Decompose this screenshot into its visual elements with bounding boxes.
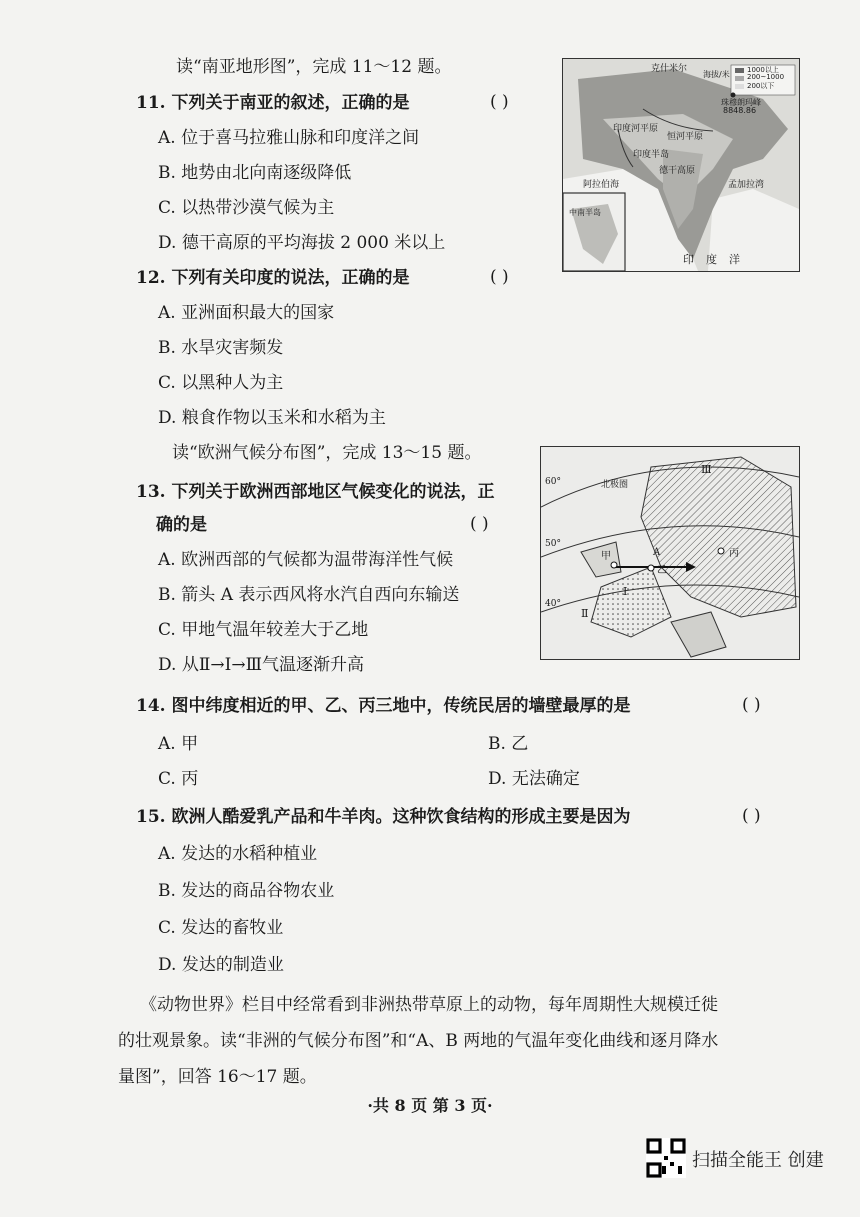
question-11-option-d[interactable]: D. 德干高原的平均海拔 2 000 米以上 bbox=[158, 233, 446, 253]
map-label-bay-of-bengal: 孟加拉湾 bbox=[728, 180, 765, 190]
map-legend-low: 200以下 bbox=[747, 82, 775, 90]
question-15-answer-blank[interactable]: ( ) bbox=[742, 806, 761, 826]
qr-code-icon bbox=[646, 1138, 686, 1178]
question-14-option-b[interactable]: B. 乙 bbox=[488, 734, 529, 754]
map-label-yi: 乙 bbox=[657, 565, 667, 576]
question-12-stem: 12. 下列有关印度的说法，正确的是 bbox=[136, 268, 410, 288]
page-number-footer: ·共 8 页 第 3 页· bbox=[367, 1096, 493, 1115]
question-13-answer-blank[interactable]: ( ) bbox=[470, 514, 489, 534]
intro-europe: 读“欧洲气候分布图”，完成 13～15 题。 bbox=[172, 443, 482, 463]
question-11-option-b[interactable]: B. 地势由北向南逐级降低 bbox=[158, 163, 352, 183]
map-label-arabian-sea: 阿拉伯海 bbox=[583, 180, 620, 190]
question-13-stem-line1: 13. 下列关于欧洲西部地区气候变化的说法，正 bbox=[136, 482, 495, 502]
question-12-option-b[interactable]: B. 水旱灾害频发 bbox=[158, 338, 284, 358]
map-label-arrow-a: A bbox=[653, 547, 661, 558]
passage-line-2: 的壮观景象。读“非洲的气候分布图”和“A、B 两地的气温年变化曲线和逐月降水 bbox=[118, 1031, 719, 1051]
question-12-option-a[interactable]: A. 亚洲面积最大的国家 bbox=[158, 303, 335, 323]
map-label-indian-peninsula: 印度半岛 bbox=[633, 150, 670, 160]
map-label-kashmir: 克什米尔 bbox=[651, 64, 688, 74]
map-legend-title: 海拔/米 bbox=[703, 70, 730, 79]
map-label-jia: 甲 bbox=[601, 551, 611, 562]
question-12-answer-blank[interactable]: ( ) bbox=[490, 267, 509, 287]
map-label-lat-50: 50° bbox=[545, 539, 561, 549]
map-legend-mid: 200~1000 bbox=[747, 73, 785, 81]
question-14-option-d[interactable]: D. 无法确定 bbox=[488, 769, 580, 789]
south-asia-terrain-map bbox=[562, 58, 800, 272]
map-legend-high: 1000以上 bbox=[747, 66, 779, 74]
passage-line-3: 量图”，回答 16～17 题。 bbox=[118, 1067, 317, 1087]
map-label-zone-1: Ⅰ bbox=[623, 585, 628, 598]
question-15-stem: 15. 欧洲人酷爱乳产品和牛羊肉。这种饮食结构的形成主要是因为 bbox=[136, 807, 631, 827]
question-14-option-a[interactable]: A. 甲 bbox=[158, 734, 199, 754]
question-15-option-b[interactable]: B. 发达的商品谷物农业 bbox=[158, 881, 335, 901]
question-14-answer-blank[interactable]: ( ) bbox=[742, 695, 761, 715]
question-12-option-d[interactable]: D. 粮食作物以玉米和水稻为主 bbox=[158, 408, 386, 428]
map-label-zone-3: Ⅲ bbox=[701, 463, 712, 476]
europe-map-graphic bbox=[541, 447, 799, 659]
question-11-option-a[interactable]: A. 位于喜马拉雅山脉和印度洋之间 bbox=[158, 128, 420, 148]
question-14-option-c[interactable]: C. 丙 bbox=[158, 769, 199, 789]
map-inset-label: 中南半岛 bbox=[569, 208, 601, 217]
map-label-lat-60: 60° bbox=[545, 477, 561, 487]
map-label-zone-2: Ⅱ bbox=[581, 607, 589, 620]
map-label-everest: 珠穆朗玛峰 bbox=[721, 98, 761, 107]
map-label-arctic-circle: 北极圈 bbox=[601, 480, 629, 490]
question-13-option-d[interactable]: D. 从Ⅱ→Ⅰ→Ⅲ气温逐渐升高 bbox=[158, 655, 364, 675]
scanner-brand-watermark: 扫描全能王 创建 bbox=[692, 1150, 824, 1171]
europe-climate-map bbox=[540, 446, 800, 660]
question-11-answer-blank[interactable]: ( ) bbox=[490, 92, 509, 112]
map-label-ganges-plain: 恒河平原 bbox=[667, 132, 704, 142]
intro-south-asia: 读“南亚地形图”，完成 11～12 题。 bbox=[176, 57, 452, 77]
question-12-option-c[interactable]: C. 以黑种人为主 bbox=[158, 373, 284, 393]
question-13-option-b[interactable]: B. 箭头 A 表示西风将水汽自西向东输送 bbox=[158, 585, 460, 605]
passage-line-1: 《动物世界》栏目中经常看到非洲热带草原上的动物，每年周期性大规模迁徙 bbox=[140, 995, 718, 1015]
question-13-stem-line2: 确的是 bbox=[156, 515, 207, 535]
question-11-stem: 11. 下列关于南亚的叙述，正确的是 bbox=[136, 93, 410, 113]
map-label-deccan: 德干高原 bbox=[659, 166, 696, 176]
question-15-option-c[interactable]: C. 发达的畜牧业 bbox=[158, 918, 284, 938]
map-label-everest-height: 8848.86 bbox=[723, 106, 757, 115]
map-label-indian-ocean: 印度洋 bbox=[683, 253, 752, 266]
question-15-option-d[interactable]: D. 发达的制造业 bbox=[158, 955, 284, 975]
question-11-option-c[interactable]: C. 以热带沙漠气候为主 bbox=[158, 198, 335, 218]
question-14-stem: 14. 图中纬度相近的甲、乙、丙三地中，传统民居的墙壁最厚的是 bbox=[136, 696, 631, 716]
question-15-option-a[interactable]: A. 发达的水稻种植业 bbox=[158, 844, 318, 864]
question-13-option-c[interactable]: C. 甲地气温年较差大于乙地 bbox=[158, 620, 369, 640]
question-13-option-a[interactable]: A. 欧洲西部的气候都为温带海洋性气候 bbox=[158, 550, 454, 570]
map-label-indus-plain: 印度河平原 bbox=[613, 124, 659, 134]
map-label-lat-40: 40° bbox=[545, 599, 561, 609]
map-label-bing: 丙 bbox=[729, 548, 739, 559]
